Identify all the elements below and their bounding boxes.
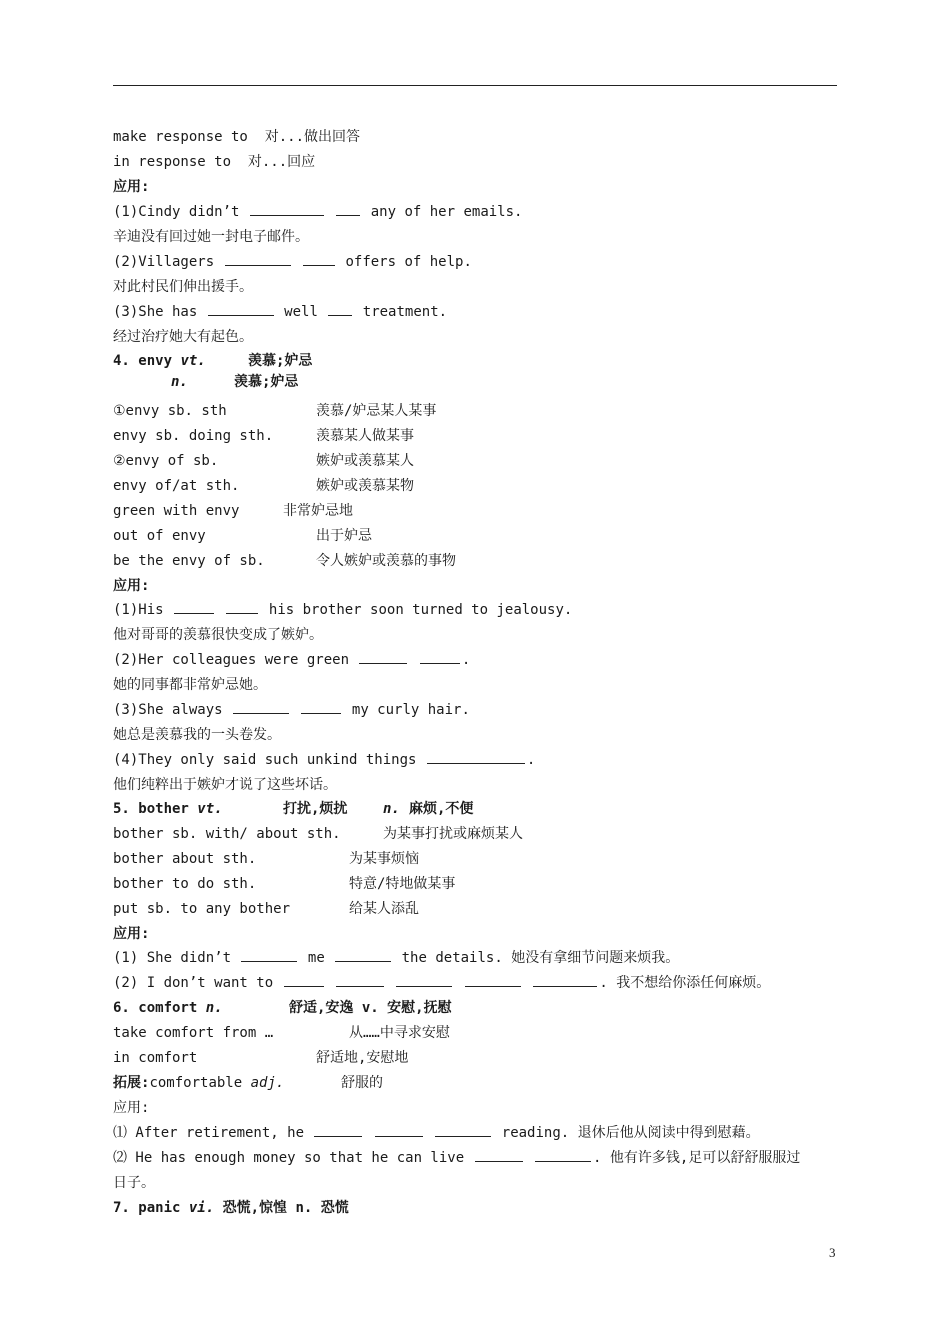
entry-6-heading: 6. comfort n. 舒适,安逸 v. 安慰,抚慰 — [113, 1000, 452, 1016]
answer-blank[interactable] — [533, 972, 597, 987]
entry-7-heading: 7. panic vi. 恐慌,惊惶 n. 恐慌 — [113, 1200, 349, 1216]
answer-blank[interactable] — [225, 251, 291, 266]
answer-blank[interactable] — [375, 1122, 423, 1137]
envy-translation-4: 他们纯粹出于嫉妒才说了这些坏话。 — [113, 777, 337, 793]
answer-blank[interactable] — [420, 649, 460, 664]
comfort-exercise-2: ⑵ He has enough money so that he can live . 他有许多钱,足可以舒舒服服过 — [113, 1146, 800, 1170]
answer-blank[interactable] — [303, 251, 335, 266]
bother-exercise-2: (2) I don’t want to . 我不想给你添任何麻烦。 — [113, 971, 770, 995]
bother-usage-3: bother to do sth. 特意/特地做某事 — [113, 876, 456, 892]
header-rule — [113, 85, 837, 86]
answer-blank[interactable] — [328, 301, 352, 316]
answer-blank[interactable] — [435, 1122, 491, 1137]
answer-blank[interactable] — [250, 201, 324, 216]
envy-usage-4: envy of/at sth. 嫉妒或羡慕某物 — [113, 478, 414, 494]
answer-blank[interactable] — [475, 1147, 523, 1162]
answer-blank[interactable] — [336, 972, 384, 987]
bother-usage-4: put sb. to any bother 给某人添乱 — [113, 901, 419, 917]
envy-translation-2: 她的同事都非常妒忌她。 — [113, 677, 267, 693]
phrase-make-response: make response to 对...做出回答 — [113, 129, 361, 145]
answer-blank[interactable] — [359, 649, 407, 664]
exercise-1: (1)Cindy didn’t any of her emails. — [113, 200, 522, 224]
translation-3: 经过治疗她大有起色。 — [113, 329, 253, 345]
answer-blank[interactable] — [535, 1147, 591, 1162]
comfort-usage-1: take comfort from … 从……中寻求安慰 — [113, 1025, 450, 1041]
envy-exercise-1: (1)His his brother soon turned to jealousy. — [113, 598, 572, 622]
practice-heading: 应用: — [113, 1100, 150, 1116]
bother-usage-2: bother about sth. 为某事烦恼 — [113, 851, 419, 867]
comfort-extension: 拓展:comfortable adj. 舒服的 — [113, 1075, 383, 1091]
phrase-in-response: in response to 对...回应 — [113, 154, 316, 170]
answer-blank[interactable] — [336, 201, 360, 216]
answer-blank[interactable] — [465, 972, 521, 987]
envy-usage-3: ②envy of sb. 嫉妒或羡慕某人 — [113, 453, 414, 469]
practice-heading: 应用: — [113, 926, 150, 942]
envy-usage-1: ①envy sb. sth 羡慕/妒忌某人某事 — [113, 403, 437, 419]
answer-blank[interactable] — [233, 699, 289, 714]
answer-blank[interactable] — [208, 301, 274, 316]
comfort-usage-2: in comfort 舒适地,安慰地 — [113, 1050, 409, 1066]
envy-usage-5: green with envy 非常妒忌地 — [113, 503, 353, 519]
translation-2: 对此村民们伸出援手。 — [113, 279, 253, 295]
answer-blank[interactable] — [314, 1122, 362, 1137]
comfort-exercise-2-cont: 日子。 — [113, 1175, 155, 1191]
envy-usage-7: be the envy of sb. 令人嫉妒或羡慕的事物 — [113, 553, 456, 569]
answer-blank[interactable] — [396, 972, 452, 987]
envy-exercise-4: (4)They only said such unkind things . — [113, 748, 535, 772]
comfort-exercise-1: ⑴ After retirement, he reading. 退休后他从阅读中得到慰藉。 — [113, 1121, 760, 1145]
answer-blank[interactable] — [335, 947, 391, 962]
envy-translation-1: 他对哥哥的羡慕很快变成了嫉妒。 — [113, 627, 323, 643]
practice-heading: 应用: — [113, 578, 150, 594]
exercise-2: (2)Villagers offers of help. — [113, 250, 472, 274]
envy-translation-3: 她总是羡慕我的一头卷发。 — [113, 727, 281, 743]
answer-blank[interactable] — [284, 972, 324, 987]
bother-usage-1: bother sb. with/ about sth. 为某事打扰或麻烦某人 — [113, 826, 523, 842]
entry-5-heading: 5. bother vt. 打扰,烦扰 n. 麻烦,不便 — [113, 801, 474, 817]
answer-blank[interactable] — [301, 699, 341, 714]
practice-heading: 应用: — [113, 179, 150, 195]
envy-usage-6: out of envy 出于妒忌 — [113, 528, 372, 544]
translation-1: 辛迪没有回过她一封电子邮件。 — [113, 229, 309, 245]
answer-blank[interactable] — [174, 599, 214, 614]
answer-blank[interactable] — [226, 599, 258, 614]
answer-blank[interactable] — [427, 749, 525, 764]
envy-exercise-3: (3)She always my curly hair. — [113, 698, 470, 722]
envy-usage-2: envy sb. doing sth. 羡慕某人做某事 — [113, 428, 414, 444]
answer-blank[interactable] — [241, 947, 297, 962]
entry-4-heading: 4. envy vt. 羡慕;妒忌 — [113, 353, 313, 369]
exercise-3: (3)She has well treatment. — [113, 300, 447, 324]
envy-exercise-2: (2)Her colleagues were green . — [113, 648, 470, 672]
page-number: 3 — [829, 1245, 836, 1260]
bother-exercise-1: (1) She didn’t me the details. 她没有拿细节问题来烦我。 — [113, 946, 679, 970]
